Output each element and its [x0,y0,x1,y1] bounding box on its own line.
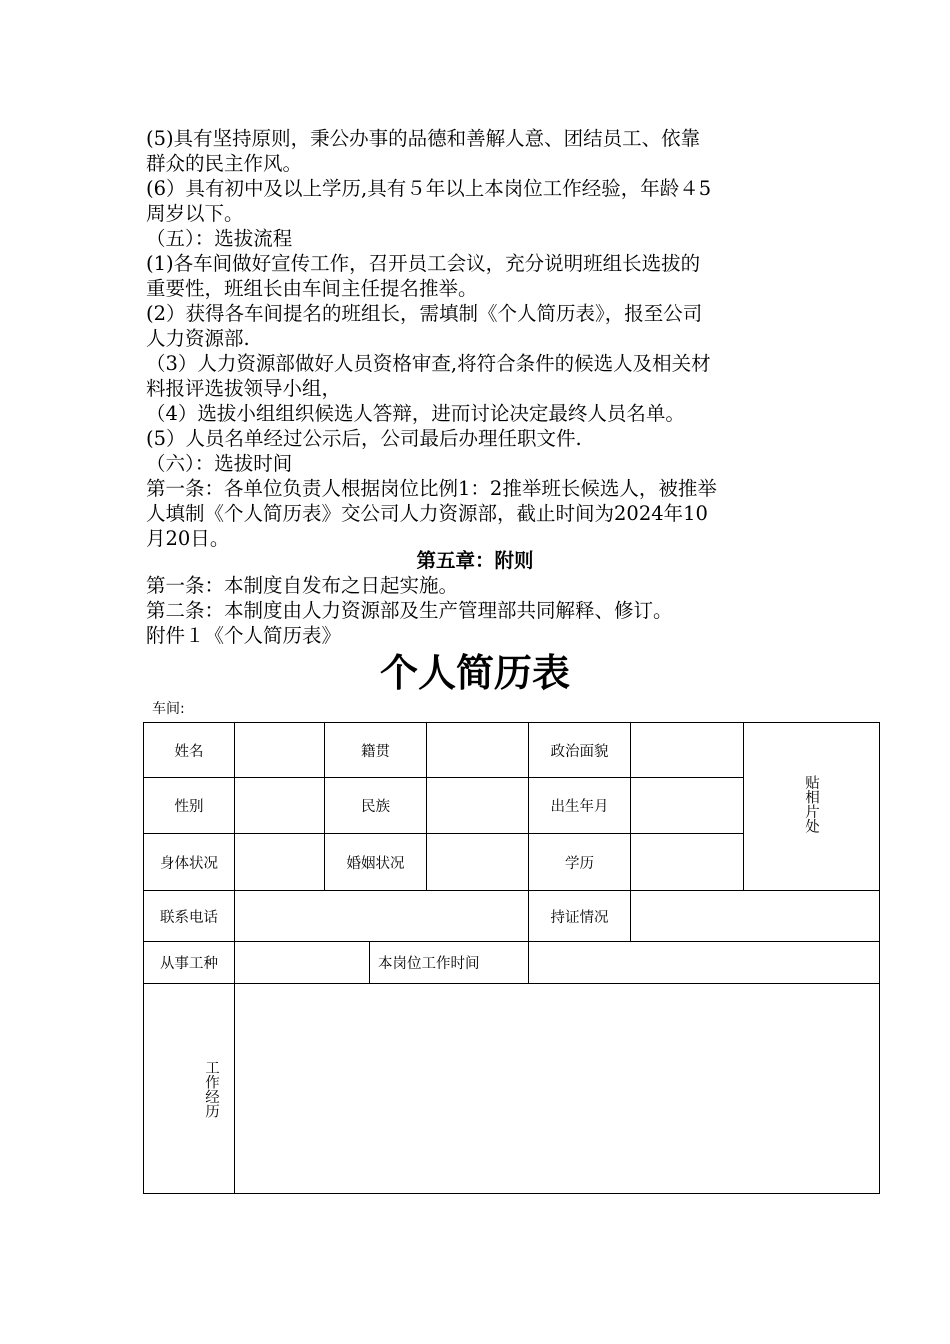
paragraph-line: （五）：选拔流程 [146,227,293,250]
education-field[interactable] [631,834,743,890]
paragraph-line: 月20日。 [146,527,230,550]
certificate-field[interactable] [631,891,879,941]
label-birth-date: 出生年月 [550,799,609,815]
label-work-history: 工作经历 [203,1059,219,1118]
health-field[interactable] [235,834,324,890]
paragraph-line: 人力资源部. [146,327,250,350]
job-type-field[interactable] [235,942,369,983]
paragraph-line: (5)具有坚持原则，秉公办事的品德和善解人意、团结员工、依靠 [146,127,701,150]
political-status-field[interactable] [631,723,743,777]
chapter-title: 第五章：附则 [416,549,534,572]
gender-field[interactable] [235,778,324,833]
paragraph-line: (2）获得各车间提名的班组长，需填制《个人简历表》，报至公司 [146,302,703,325]
paragraph-line: (5）人员名单经过公示后，公司最后办理任职文件. [146,427,582,450]
paragraph-line: （4）选拔小组组织候选人答辩，进而讨论决定最终人员名单。 [146,402,685,425]
workshop-label: 车间: [152,701,185,717]
name-field[interactable] [235,723,324,777]
chapter-paragraph-line: 第二条：本制度由人力资源部及生产管理部共同解释、修订。 [146,599,673,622]
paragraph-line: (1)各车间做好宣传工作，召开员工会议，充分说明班组长选拔的 [146,252,701,275]
label-certificate: 持证情况 [550,909,609,926]
label-native-place: 籍贯 [361,743,390,760]
work-history-label-cell [144,984,234,1193]
paragraph-line: 第一条：各单位负责人根据岗位比例1：2推举班长候选人，被推举 [146,477,717,500]
ethnicity-field[interactable] [427,778,528,833]
chapter-paragraph-line: 附件１《个人简历表》 [146,624,342,647]
label-phone: 联系电话 [160,909,218,926]
paragraph-line: 人填制《个人简历表》交公司人力资源部，截止时间为2024年10 [146,502,708,525]
label-ethnicity: 民族 [361,799,390,815]
paragraph-line: 群众的民主作风。 [146,152,303,175]
label-education: 学历 [565,855,594,872]
label-post-time: 本岗位工作时间 [378,956,480,972]
paragraph-line: （3）人力资源部做好人员资格审查,将符合条件的候选人及相关材 [146,352,711,375]
label-health: 身体状况 [160,855,218,872]
paragraph-line: 周岁以下。 [146,202,244,225]
label-photo: 贴相片处 [803,775,819,833]
label-political-status: 政治面貌 [550,743,609,760]
work-history-field[interactable] [235,984,879,1193]
label-marital: 婚姻状况 [346,855,405,872]
photo-area[interactable] [744,723,879,890]
chapter-paragraph-line: 第一条：本制度自发布之日起实施。 [146,574,459,597]
form-title: 个人简历表 [379,651,570,695]
paragraph-line: 重要性，班组长由车间主任提名推举。 [146,277,478,300]
label-gender: 性别 [174,799,204,815]
phone-field[interactable] [235,891,528,941]
marital-field[interactable] [427,834,528,890]
paragraph-line: 料报评选拔领导小组， [146,377,342,400]
birth-date-field[interactable] [631,778,743,833]
label-job-type: 从事工种 [160,956,218,972]
paragraph-line: （六）：选拔时间 [146,452,293,475]
post-time-field[interactable] [529,942,879,983]
label-name: 姓名 [174,743,204,760]
paragraph-line: (6）具有初中及以上学历,具有５年以上本岗位工作经验，年龄４5 [146,177,712,200]
native-place-field[interactable] [427,723,528,777]
